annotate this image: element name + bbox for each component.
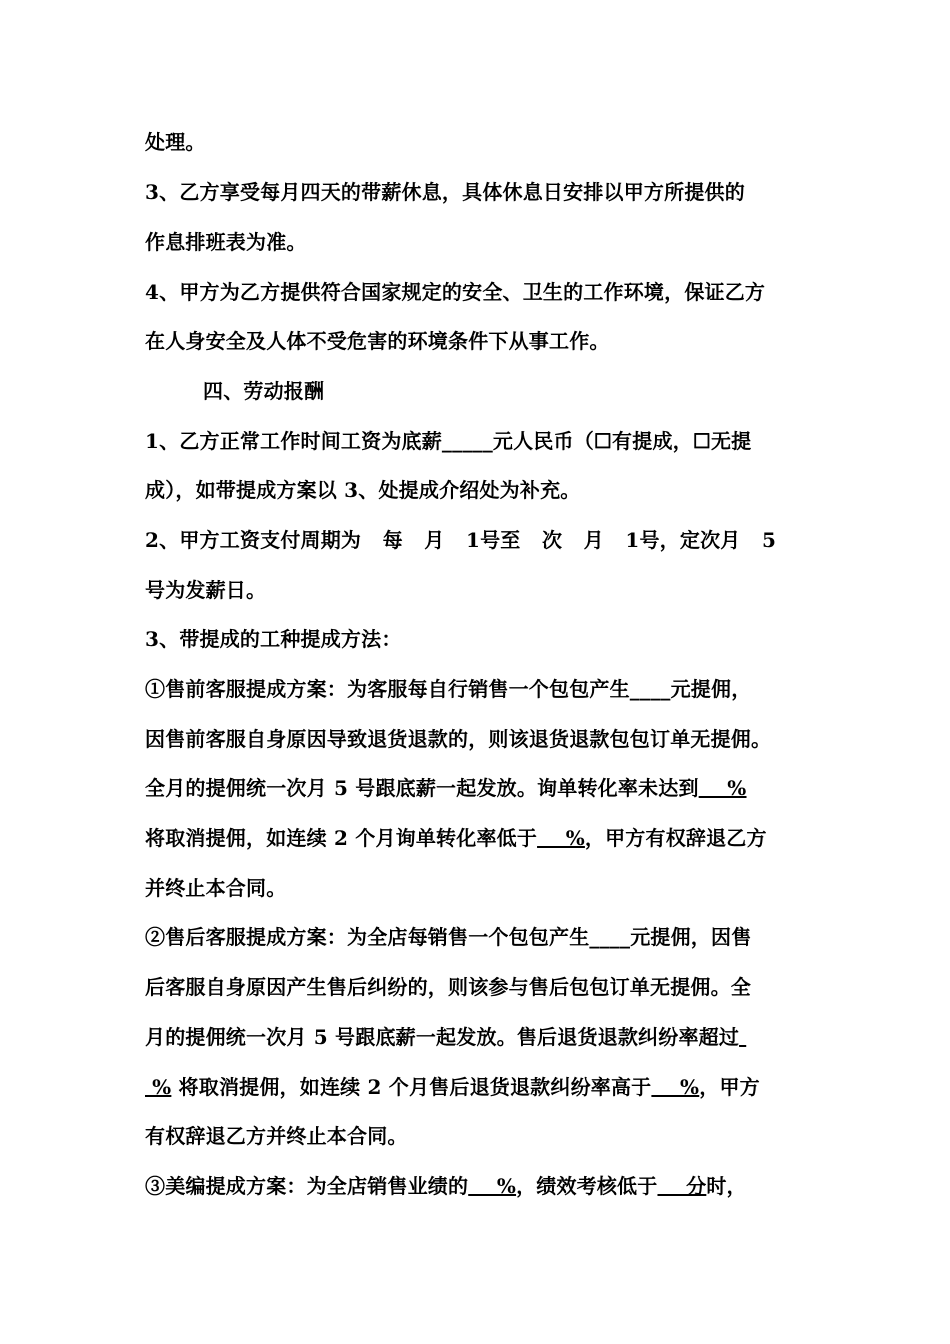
text-line: 3、带提成的工种提成方法： [145,627,402,651]
text-line: 处理。 [145,130,206,154]
text-line: 在人身安全及人体不受危害的环境条件下从事工作。 [145,329,610,353]
text-line: 作息排班表为准。 [145,230,307,254]
text-line: ②售后客服提成方案：为全店每销售一个包包产生____元提佣，因售 [145,925,752,949]
text-line: 号为发薪日。 [145,578,267,602]
text-line: 月的提佣统一次月 5 号跟底薪一起发放。售后退货退款纠纷率超过 [145,1025,746,1049]
text-line: 将取消提佣，如连续 2 个月询单转化率低于 %，甲方有权辞退乙方 [145,826,767,850]
text-line: % 将取消提佣，如连续 2 个月售后退货退款纠纷率高于 %，甲方 [145,1075,760,1099]
blank-field: 分 [657,1174,707,1198]
text-line: ①售前客服提成方案：为客服每自行销售一个包包产生____元提佣， [145,677,752,701]
text-line: 1、乙方正常工作时间工资为底薪_____元人民币（☐有提成，☐无提 [145,429,752,453]
text-line: 2、甲方工资支付周期为 每 月 1号至 次 月 1号，定次月 5 [145,528,777,552]
blank-field: % [145,1075,172,1099]
blank-field: % [651,1075,700,1099]
text-line: ③美编提成方案：为全店销售业绩的 %，绩效考核低于 分时， [145,1174,747,1198]
blank-field: % [698,776,747,800]
text-line: 4、甲方为乙方提供符合国家规定的安全、卫生的工作环境，保证乙方 [145,280,766,304]
blank-field: % [468,1174,517,1198]
section-heading: 四、劳动报酬 [203,379,325,403]
text-line: 有权辞退乙方并终止本合同。 [145,1124,408,1148]
blank-field: % [537,826,585,850]
text-line: 因售前客服自身原因导致退货退款的，则该退货退款包包订单无提佣。 [145,727,772,751]
text-line: 后客服自身原因产生售后纠纷的，则该参与售后包包订单无提佣。全 [145,975,751,999]
text-line: 成），如带提成方案以 3、处提成介绍处为补充。 [145,478,581,502]
text-line: 并终止本合同。 [145,876,287,900]
text-line: 3、乙方享受每月四天的带薪休息，具体休息日安排以甲方所提供的 [145,180,745,204]
blank-field [739,1025,746,1049]
text-line: 全月的提佣统一次月 5 号跟底薪一起发放。询单转化率未达到 % [145,776,747,800]
